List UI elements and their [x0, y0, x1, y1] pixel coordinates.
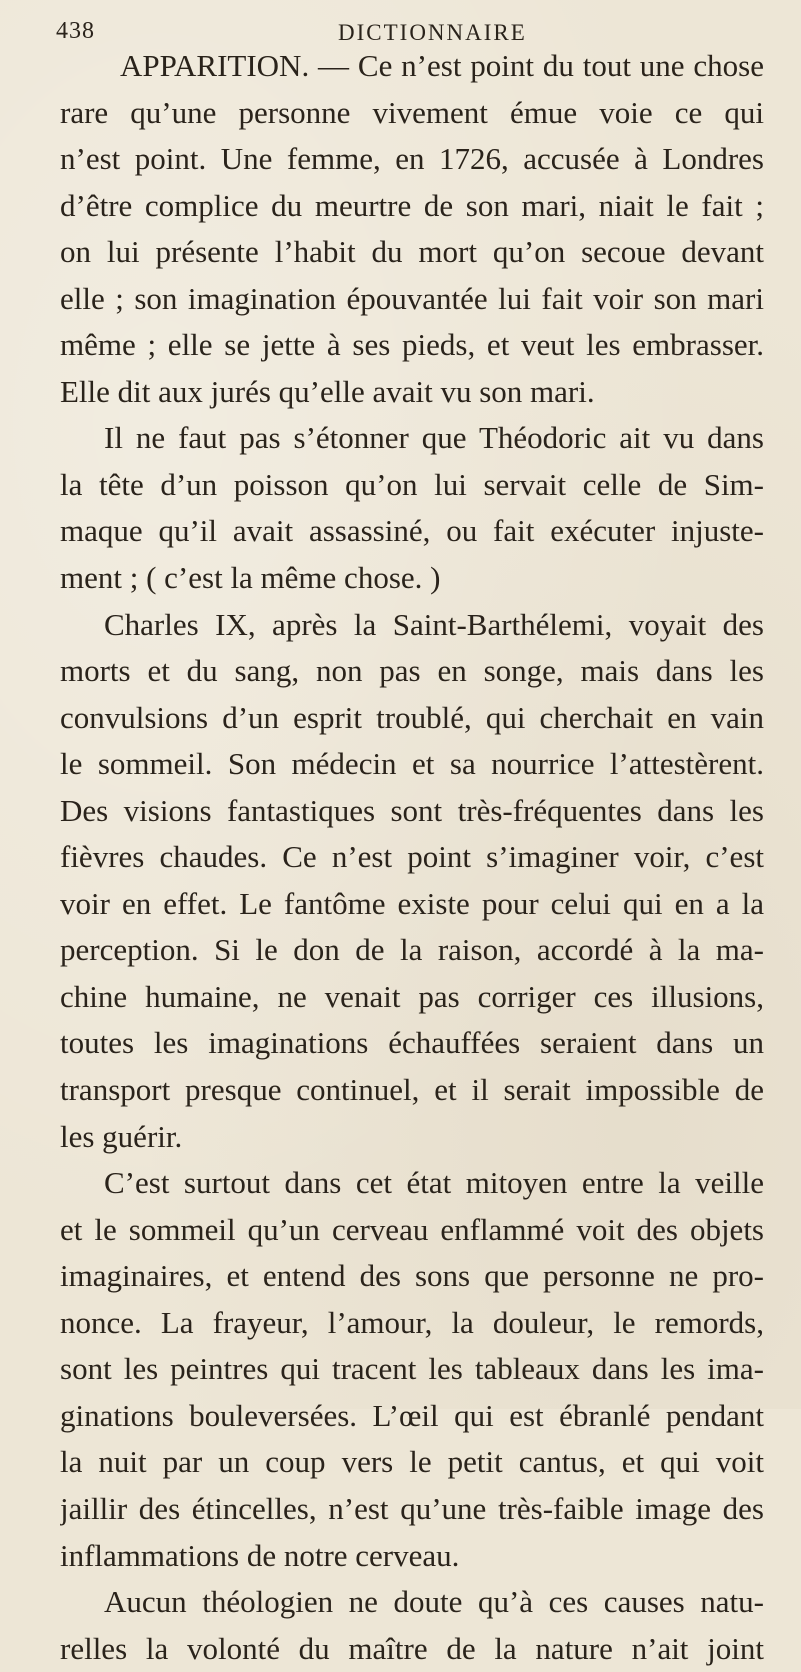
text-line: voir en effet. Le fantôme existe pour celui qui en a la — [60, 885, 764, 921]
text-line: elle ; son imagination épouvantée lui fait voir son mari — [60, 280, 764, 316]
text-line: rare qu’une personne vivement émue voie ce qui — [60, 94, 764, 130]
text-line: convulsions d’un esprit troublé, qui cherchait en vain — [60, 699, 764, 735]
text-line: relles la volonté du maître de la nature n’ait joint — [60, 1630, 764, 1666]
text-line: fièvres chaudes. Ce n’est point s’imaginer voir, c’est — [60, 839, 764, 875]
text-line: ginations bouleversées. L’œil qui est ébranlé pendant — [60, 1397, 764, 1433]
text-line: la nuit par un coup vers le petit cantus, et qui voit — [60, 1444, 764, 1480]
text-line: Aucun théologien ne doute qu’à ces causes natu- — [104, 1584, 764, 1620]
text-line: Des visions fantastiques sont très-fréquentes dans les — [60, 792, 764, 828]
running-head: DICTIONNAIRE — [338, 20, 527, 45]
text-line: nonce. La frayeur, l’amour, la douleur, le remords, — [60, 1304, 764, 1340]
text-line: la tête d’un poisson qu’on lui servait celle de Sim- — [60, 466, 764, 502]
text-line: d’être complice du meurtre de son mari, niait le fait ; — [60, 187, 764, 223]
text-line: imaginaires, et entend des sons que personne ne pro- — [60, 1258, 764, 1294]
text-line: morts et du sang, non pas en songe, mais dans les — [60, 653, 764, 689]
page-number: 438 — [56, 18, 95, 44]
text-line: ment ; ( c’est la même chose. ) — [60, 560, 441, 596]
text-line: inflammations de notre cerveau. — [60, 1537, 460, 1573]
text-line: jaillir des étincelles, n’est qu’une très-faible image des — [60, 1490, 764, 1526]
text-line: chine humaine, ne venait pas corriger ces illusions, — [60, 978, 764, 1014]
text-line: même ; elle se jette à ses pieds, et veut les embrasser. — [60, 327, 764, 363]
text-line: et le sommeil qu’un cerveau enflammé voit des objets — [60, 1211, 764, 1247]
text-line: APPARITION. — Ce n’est point du tout une chose — [120, 48, 764, 83]
text-line: toutes les imaginations échauffées seraient dans un — [60, 1025, 764, 1061]
text-line: Elle dit aux jurés qu’elle avait vu son mari. — [60, 373, 595, 409]
text-line: maque qu’il avait assassiné, ou fait exécuter injuste- — [60, 513, 764, 549]
text-line: transport presque continuel, et il serait impossible de — [60, 1072, 764, 1108]
text-line: on lui présente l’habit du mort qu’on secoue devant — [60, 234, 764, 270]
text-line: sont les peintres qui tracent les tableaux dans les ima- — [60, 1351, 764, 1387]
text-line: n’est point. Une femme, en 1726, accusée à Londres — [60, 141, 764, 177]
text-line: le sommeil. Son médecin et sa nourrice l’attestèrent. — [60, 746, 764, 782]
text-line: Charles IX, après la Saint-Barthélemi, voyait des — [104, 606, 764, 642]
body-text — [60, 43, 764, 1672]
text-line: perception. Si le don de la raison, accordé à la ma- — [60, 932, 764, 968]
text-line: Il ne faut pas s’étonner que Théodoric ait vu dans — [104, 420, 764, 456]
text-line: les guérir. — [60, 1118, 183, 1154]
text-line: C’est surtout dans cet état mitoyen entre la veille — [104, 1165, 764, 1201]
